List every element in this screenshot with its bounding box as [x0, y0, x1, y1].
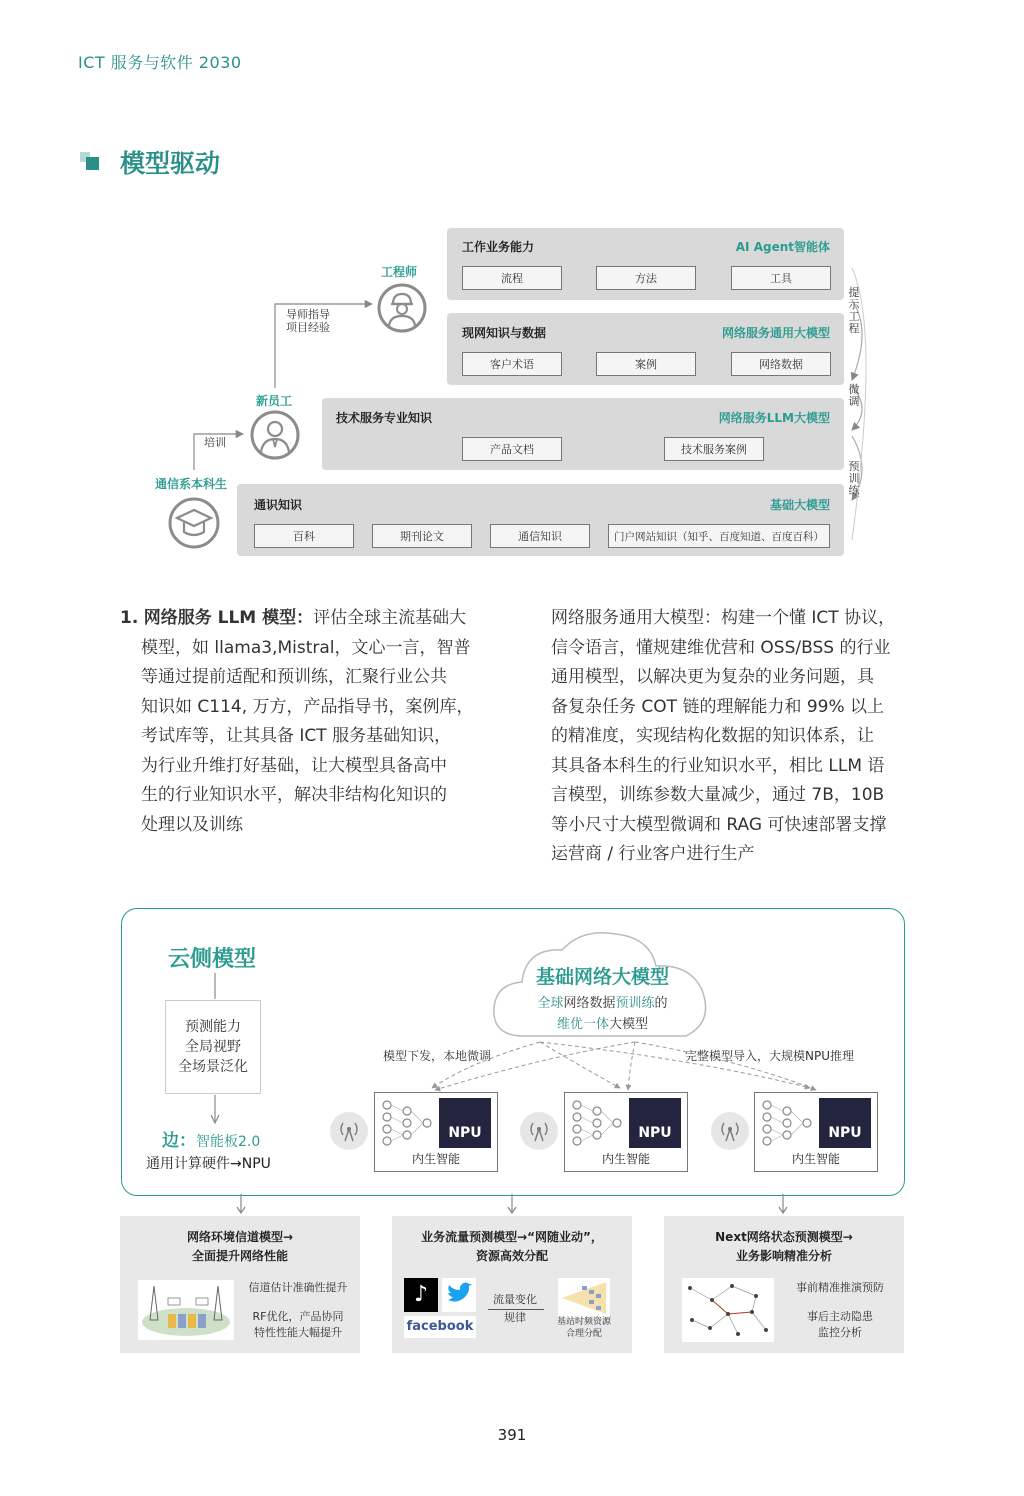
panel-title-line: 业务影响精准分析 — [735, 1249, 832, 1263]
tower-icon — [711, 1112, 749, 1150]
capability-item: 预测能力 — [185, 1019, 241, 1035]
edge-board: 智能板2.0 — [196, 1134, 261, 1150]
npu-chip: NPU — [629, 1098, 681, 1148]
role-new-employee: 新员工 — [256, 394, 293, 408]
prompt-engineering-label: 提示工程 — [848, 286, 860, 335]
chip: 期刊论文 — [372, 524, 472, 548]
chip: 方法 — [596, 266, 696, 290]
cloud-side-title: 云侧模型 — [168, 947, 257, 972]
device-label: 内生智能 — [791, 1152, 840, 1166]
cloud-text: 的 — [654, 996, 668, 1011]
section-title: 模型驱动 — [120, 149, 221, 178]
running-header: ICT 服务与软件 2030 — [78, 53, 242, 72]
chip: 工具 — [731, 266, 831, 290]
list-number: 1. — [120, 608, 139, 628]
tier-model: AI Agent智能体 — [735, 240, 830, 254]
chip: 通信知识 — [490, 524, 590, 548]
cloud-text: 大模型 — [609, 1017, 649, 1032]
panel-network-state-model — [664, 1216, 904, 1353]
edge-device — [564, 1092, 688, 1172]
capability-item: 全局视野 — [185, 1039, 241, 1055]
paragraph-line: 运营商 / 行业客户进行生产 — [551, 844, 755, 864]
cloud-text: 预训练 — [615, 996, 655, 1011]
edge-hardware: 通用计算硬件→NPU — [146, 1156, 271, 1172]
panel-title-line: Next网络状态预测模型→ — [715, 1230, 853, 1244]
paragraph-line: 的精准度，实现结构化数据的知识体系，让 — [551, 726, 874, 746]
network-graph-illustration — [682, 1278, 774, 1342]
panel-note: 规律 — [504, 1311, 526, 1324]
panel-note: 监控分析 — [818, 1326, 862, 1339]
tier-title: 现网知识与数据 — [462, 326, 547, 340]
chip: 产品文档 — [462, 437, 562, 461]
role-engineer: 工程师 — [381, 265, 418, 279]
chip: 案例 — [596, 352, 696, 376]
panel-title — [664, 1228, 904, 1266]
paragraph-line: 知识如 C114, 万方，产品指导书，案例库， — [141, 696, 474, 717]
panel-note: 事前精准推演预防 — [796, 1281, 884, 1294]
tier-title: 技术服务专业知识 — [336, 411, 433, 425]
cloud-title: 基础网络大模型 — [535, 966, 669, 988]
cloud-text: 维优一体 — [556, 1017, 609, 1032]
tier-model: 网络服务LLM大模型 — [718, 411, 830, 425]
paragraph-line: 生的行业知识水平，解决非结构化知识的 — [141, 785, 447, 805]
mentor-label-1: 导师指导 — [286, 308, 330, 321]
paragraph-line: 为行业升维打好基础，让大模型具备高中 — [141, 755, 447, 776]
chip: 网络数据 — [731, 352, 831, 376]
panel-note: 特性性能大幅提升 — [254, 1326, 342, 1339]
device-label: 内生智能 — [601, 1152, 650, 1166]
tower-icon — [330, 1112, 368, 1150]
tier-model: 网络服务通用大模型 — [721, 326, 830, 340]
panel-title-line: 网络环境信道模型→ — [186, 1230, 294, 1244]
paragraph-line: 网络服务通用大模型：构建一个懂 ICT 协议， — [551, 608, 896, 628]
paragraph-line: 评估全球主流基础大 — [313, 608, 467, 628]
chip: 百科 — [254, 524, 354, 548]
chip: 门户网站知识（知乎、百度知道、百度百科） — [608, 524, 830, 548]
neural-network-icon — [381, 1099, 435, 1147]
npu-chip: NPU — [819, 1098, 871, 1148]
panel-note: 事后主动隐患 — [807, 1310, 873, 1323]
arrow-label-right: 完整模型导入，大规模NPU推理 — [685, 1049, 854, 1063]
page-number: 391 — [497, 1426, 527, 1444]
paragraph-line: 考试库等，让其具备 ICT 服务基础知识， — [141, 726, 452, 746]
paragraph-line: 其具备本科生的行业知识水平，相比 LLM 语 — [551, 755, 885, 776]
panel-traffic-model — [392, 1216, 632, 1353]
channel-scene-illustration — [138, 1280, 234, 1340]
paragraph-line: 等通过提前适配和预训练，汇聚行业公共 — [141, 667, 447, 687]
arrow-label-left: 模型下发，本地微调 — [383, 1049, 492, 1063]
paragraph-line: 备复杂任务 COT 链的理解能力和 99% 以上 — [551, 696, 885, 717]
edge-device — [754, 1092, 878, 1172]
neural-network-icon — [761, 1099, 815, 1147]
training-label: 培训 — [204, 436, 226, 449]
finetune-label: 微调 — [848, 383, 860, 408]
tier-model: 基础大模型 — [769, 498, 830, 512]
paragraph-line: 模型，如 llama3,Mistral，文心一言，智普 — [141, 637, 471, 658]
panel-title-line: 业务流量预测模型→“网随业动”， — [421, 1230, 603, 1244]
tier-title: 工作业务能力 — [462, 240, 535, 254]
role-graduate: 通信系本科生 — [155, 477, 228, 491]
base-station-illustration — [558, 1278, 610, 1318]
edge-label: 边： — [162, 1131, 196, 1151]
paragraph-line: 等小尺寸大模型微调和 RAG 可快速部署支撑 — [551, 814, 887, 835]
npu-chip: NPU — [439, 1098, 491, 1148]
paragraph-line: 信令语言，懂规建维优营和 OSS/BSS 的行业 — [551, 637, 891, 658]
tiktok-icon: ♪ — [404, 1278, 438, 1312]
panel-title — [120, 1228, 360, 1266]
panel-note: 基站时频资源 — [556, 1317, 611, 1327]
neural-network-icon — [571, 1099, 625, 1147]
panel-note: 信道估计准确性提升 — [248, 1281, 348, 1294]
twitter-icon — [442, 1278, 476, 1312]
chip: 技术服务案例 — [664, 437, 764, 461]
cloud-text: 全球 — [537, 996, 564, 1011]
panel-title — [392, 1228, 632, 1266]
panel-note: 合理分配 — [565, 1329, 602, 1339]
mentor-label-2: 项目经验 — [286, 321, 330, 334]
chip: 客户术语 — [462, 352, 562, 376]
panel-title-line: 资源高效分配 — [475, 1249, 548, 1263]
panel-channel-model — [120, 1216, 360, 1353]
tier-title: 通识知识 — [254, 498, 303, 512]
device-label: 内生智能 — [411, 1152, 460, 1166]
pretrain-label: 预训练 — [848, 460, 860, 497]
cloud-text: 网络数据 — [563, 996, 616, 1011]
edge-device — [374, 1092, 498, 1172]
tower-icon — [520, 1112, 558, 1150]
chip: 流程 — [462, 266, 562, 290]
paragraph-bold-lead: 网络服务 LLM 模型： — [143, 608, 314, 628]
panel-note: RF优化，产品协同 — [252, 1310, 344, 1323]
facebook-logo: facebook — [404, 1316, 476, 1338]
paragraph-line: 言模型，训练参数大量减少，通过 7B，10B — [551, 785, 885, 805]
capability-item: 全场景泛化 — [178, 1059, 248, 1075]
panel-note: 流量变化 — [493, 1293, 537, 1306]
panel-title-line: 全面提升网络性能 — [191, 1249, 288, 1263]
paragraph-line: 通用模型，以解决更为复杂的业务问题，具 — [551, 667, 874, 687]
paragraph-line: 处理以及训练 — [141, 814, 243, 835]
